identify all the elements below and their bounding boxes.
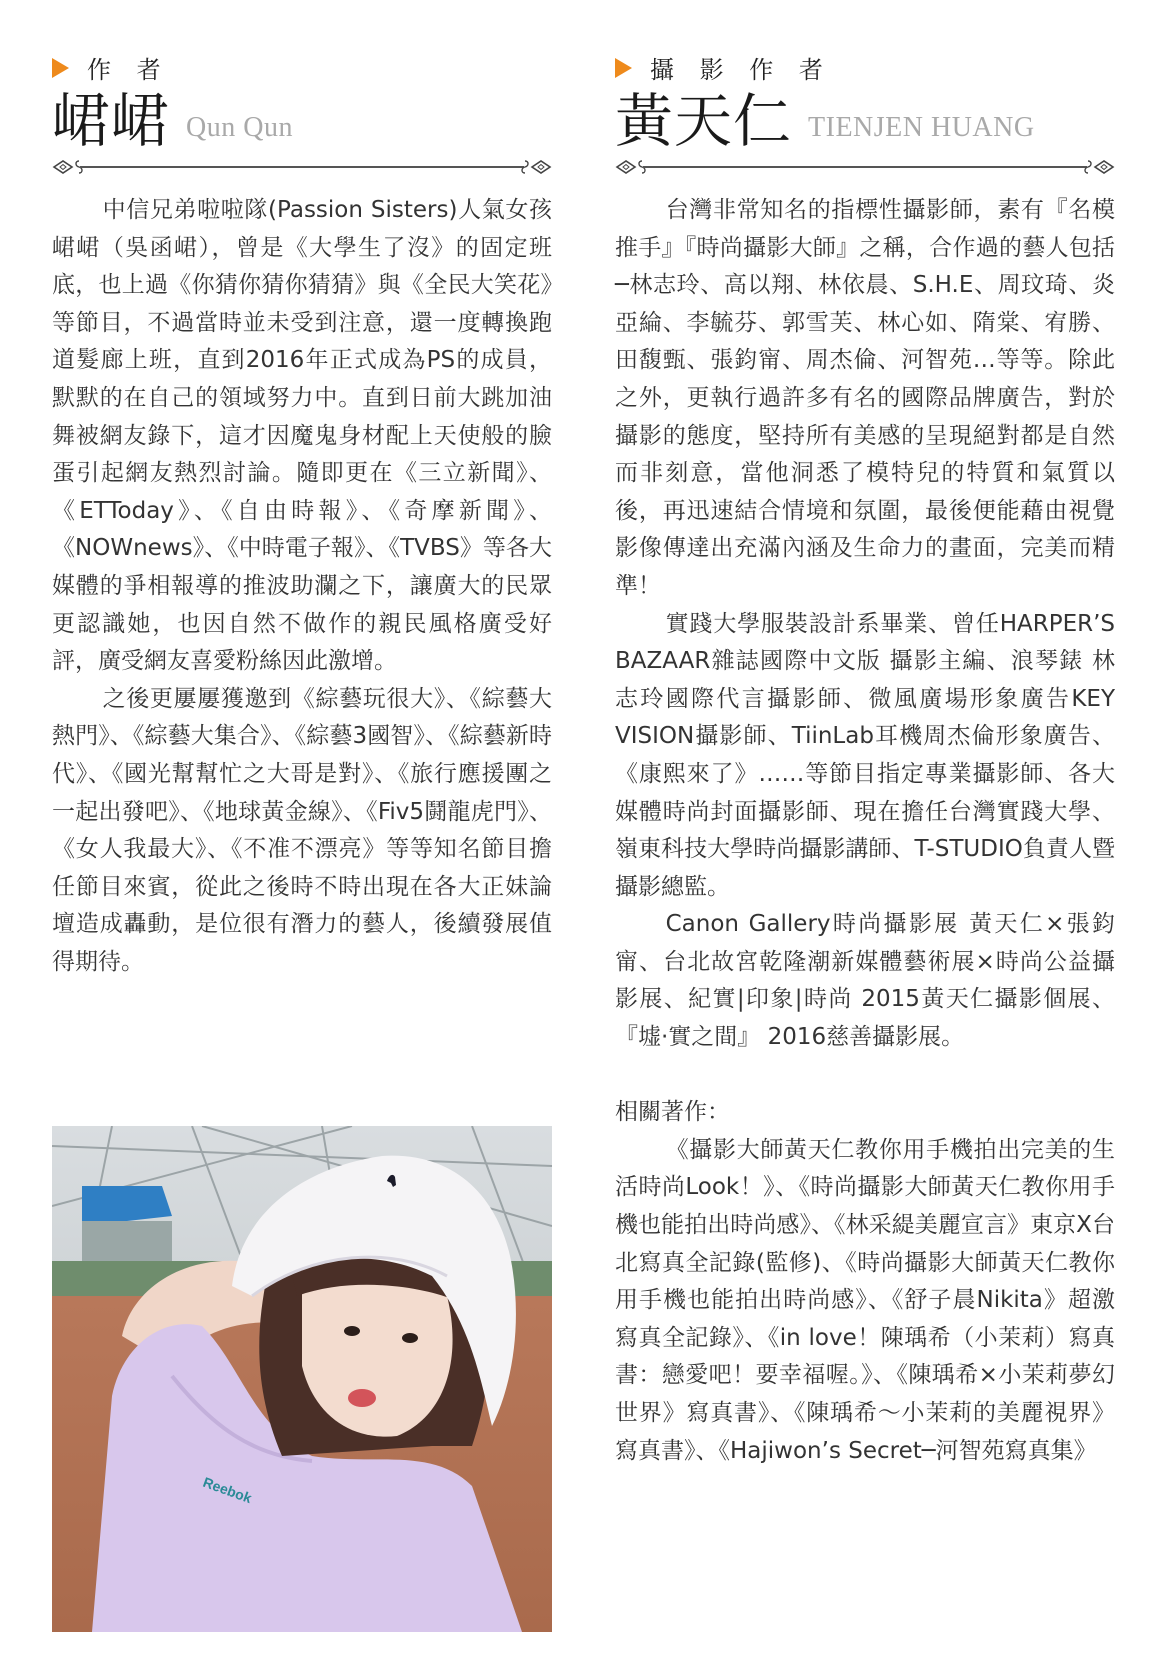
orange-triangle-icon xyxy=(52,58,69,78)
author-label-text: 作 者 xyxy=(87,56,170,84)
author-name-chinese: 峮峮 xyxy=(52,87,171,155)
related-works-label: 相關著作： xyxy=(615,1099,730,1126)
ornamental-divider xyxy=(615,158,1115,176)
svg-text:Reebok: Reebok xyxy=(200,1473,254,1507)
photographer-bio-paragraph-2: 實踐大學服裝設計系畢業、曾任HARPER’S BAZAAR雜誌國際中文版 攝影主編、浪琴錶 林志玲國際代言攝影師、微風廣場形象廣告KEY VISION攝影師、TiinLab耳機周杰倫形象廣告、《康熙來了》……等節目指定專業攝影師、各大媒體時尚封面攝影師、現在擔任台灣實踐大學、嶺東科技大學時尚攝影講師、T-STUDIO負責人暨攝影總監。 xyxy=(615,610,1115,900)
photographer-name xyxy=(615,88,1035,154)
author-bio-paragraph-1: 中信兄弟啦啦隊(Passion Sisters)人氣女孩峮峮（吳函峮），曾是《大學生了沒》的固定班底，也上過《你猜你猜你猜猜》與《全民大笑花》等節目，不過當時並未受到注意，還一度轉換跑道髮廊上班，直到2016年正式成為PS的成員，默默的在自己的領域努力中。直到日前大跳加油舞被網友錄下，這才因魔鬼身材配上天使般的臉蛋引起網友熱烈討論。隨即更在《三立新聞》、《ETToday》、《自由時報》、《奇摩新聞》、《NOWnews》、《中時電子報》、《TVBS》等各大媒體的爭相報導的推波助瀾之下，讓廣大的民眾更認識她，也因自然不做作的親民風格廣受好評，廣受網友喜愛粉絲因此激增。 xyxy=(52,197,552,675)
photographer-label-text: 攝 影 作 者 xyxy=(650,56,832,84)
photographer-section-label xyxy=(615,50,832,85)
spacer xyxy=(615,1057,1115,1095)
author-bio-paragraph-2: 之後更屢屢獲邀到《綜藝玩很大》、《綜藝大熱門》、《綜藝大集合》、《綜藝3國智》、《綜藝新時代》、《國光幫幫忙之大哥是對》、《旅行應援團之一起出發吧》、《地球黃金線》、《Fiv5鬪龍虎門》、《女人我最大》、《不准不漂亮》等等知名節目擔任節目來賓，從此之後時不時出現在各大正妹論壇造成轟動，是位很有潛力的藝人，後續發展值得期待。 xyxy=(52,685,552,975)
ornamental-divider xyxy=(52,158,552,176)
author-bio xyxy=(52,192,552,981)
author-photo xyxy=(52,1126,552,1632)
photographer-bio-paragraph-3: Canon Gallery時尚攝影展 黃天仁×張鈞甯、台北故宮乾隆潮新媒體藝術展×時尚公益攝影展、紀實|印象|時尚 2015黃天仁攝影個展、『墟·實之間』 2016慈善攝影展。 xyxy=(615,911,1115,1051)
author-section-label xyxy=(52,50,170,85)
photographer-name-english: TIENJEN HUANG xyxy=(808,112,1035,143)
author-name xyxy=(52,88,293,154)
photographer-bio-paragraph-1: 台灣非常知名的指標性攝影師，素有『名模推手』『時尚攝影大師』之稱，合作過的藝人包括─林志玲、高以翔、林依晨、S.H.E、周玟琦、炎亞綸、李毓芬、郭雪芙、林心如、隋棠、宥勝、田馥甄、張鈞甯、周杰倫、河智苑…等等。除此之外，更執行過許多有名的國際品牌廣告，對於攝影的態度，堅持所有美感的呈現絕對都是自然而非刻意，當他洞悉了模特兒的特質和氣質以後，再迅速結合情境和氛圍，最後便能藉由視覺影像傳達出充滿內涵及生命力的畫面，完美而精準！ xyxy=(615,197,1115,599)
orange-triangle-icon xyxy=(615,58,632,78)
author-name-english: Qun Qun xyxy=(186,112,293,143)
ornament-divider-icon xyxy=(52,158,552,176)
photographer-bio xyxy=(615,192,1115,1470)
portrait-illustration xyxy=(52,1126,552,1632)
photographer-name-chinese: 黃天仁 xyxy=(615,87,793,155)
related-works-list: 《攝影大師黃天仁教你用手機拍出完美的生活時尚Look！》、《時尚攝影大師黃天仁教你用手機也能拍出時尚感》、《林采緹美麗宣言》東京X台北寫真全記錄(監修)、《時尚攝影大師黃天仁教你用手機也能拍出時尚感》、《舒子晨Nikita》超激寫真全記錄》、《in love！陳瑀希（小茉莉）寫真書：戀愛吧！要幸福喔。》、《陳瑀希×小茉莉夢幻世界》寫真書》、《陳瑀希～小茉莉的美麗視界》寫真書》、《Hajiwon’s Secret─河智苑寫真集》 xyxy=(615,1136,1115,1464)
ornament-divider-icon xyxy=(615,158,1115,176)
